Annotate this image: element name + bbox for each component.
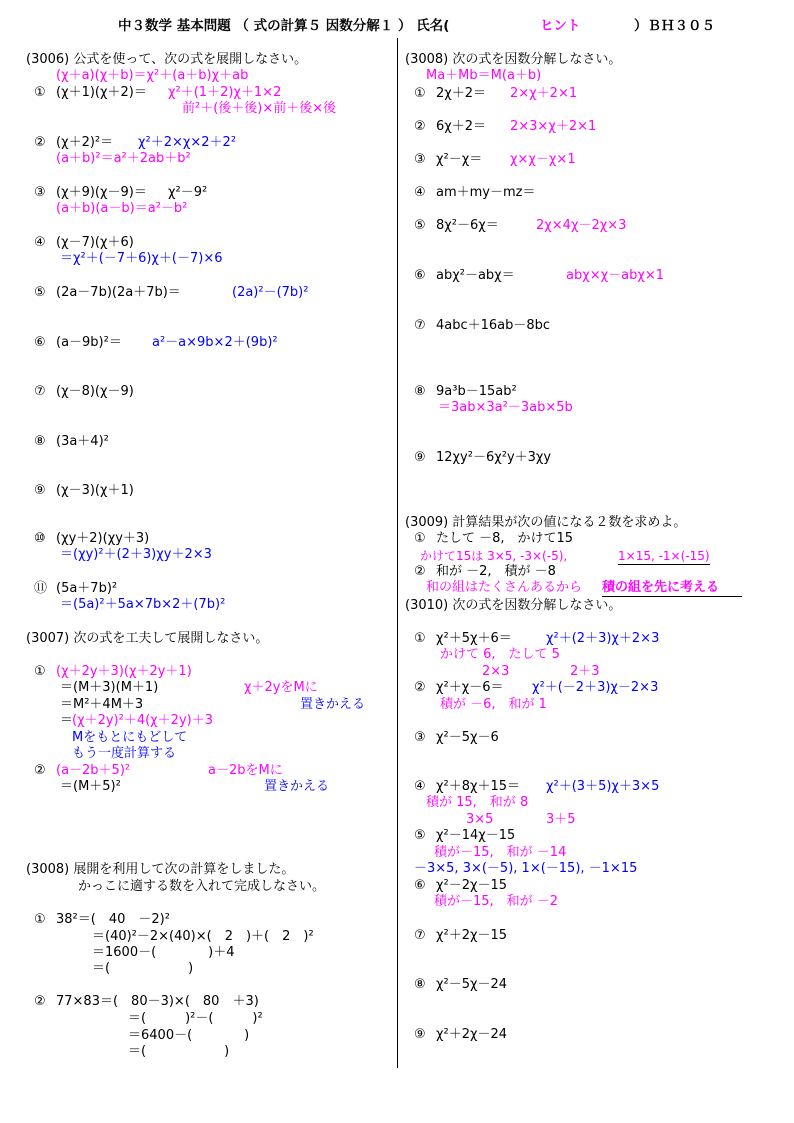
question: (χy＋2)(χy＋3) <box>56 531 150 546</box>
question: (χ＋2y＋3)(χ＋2y＋1) <box>56 664 192 679</box>
item-number: ⑨ <box>34 483 46 498</box>
item-number: ① <box>34 85 46 100</box>
item-number: ⑨ <box>414 450 426 465</box>
work-line: (χ＋2y)²＋4(χ＋2y)＋3 <box>72 713 213 728</box>
section-heading: (3007) 次の式を工夫して展開しなさい。 <box>26 631 269 646</box>
item-number: ⑩ <box>34 531 46 546</box>
question: (a－2b＋5)² <box>56 763 131 778</box>
answer-hint: a²－a×9b×2＋(9b)² <box>152 335 278 350</box>
item-number: ⑥ <box>414 878 426 893</box>
question: (χ－3)(χ＋1) <box>56 483 134 498</box>
item-number: ⑧ <box>414 384 426 399</box>
question: χ²－5χ－24 <box>436 977 508 992</box>
question: 9a³b－15ab² <box>436 384 517 399</box>
question: χ²＋8χ＋15＝ <box>436 779 521 794</box>
note-hint: a－2bをMに <box>208 763 283 778</box>
question: (χ＋1)(χ＋2)＝ <box>56 85 147 100</box>
hint-text: 和の組はたくさんあるから <box>426 580 583 595</box>
note-hint: 前²＋(後＋後)×前＋後×後 <box>182 101 337 116</box>
section-heading: (3006) 公式を使って、次の式を展開しなさい。 <box>26 52 308 67</box>
answer-hint: χ²＋(2＋3)χ＋2×3 <box>546 631 660 646</box>
item-number: ② <box>34 763 46 778</box>
item-number: ① <box>414 631 426 646</box>
answer-hint: 2χ×4χ－2χ×3 <box>536 218 627 233</box>
item-number: ① <box>34 912 46 927</box>
work-line: ＝( ) <box>92 961 194 976</box>
hint-text: かけて15は 3×5, -3×(-5), <box>420 549 572 563</box>
answer-hint: χ×χ－χ×1 <box>510 152 576 167</box>
answer-hint: (2a)²－(7b)² <box>232 285 309 300</box>
note-hint: もう一度計算する <box>72 746 177 761</box>
question: χ²－5χ－6 <box>436 730 499 745</box>
hint-text: 3＋5 <box>546 812 576 827</box>
item-number: ② <box>414 119 426 134</box>
answer-hint: χ²＋(3＋5)χ＋3×5 <box>546 779 660 794</box>
hint-text-underlined: 1×15, -1×(-15) <box>618 549 710 563</box>
item-number: ④ <box>414 185 426 200</box>
column-divider <box>397 38 398 1068</box>
question: (2a－7b)(2a＋7b)＝ <box>56 285 181 300</box>
hint-text: 積が 15, 和が 8 <box>426 795 529 810</box>
work-line: ＝(M＋5)² <box>60 779 121 794</box>
item-number: ① <box>414 86 426 101</box>
item-number: ② <box>414 680 426 695</box>
note-hint: (a＋b)²＝a²＋2ab＋b² <box>56 151 191 166</box>
question: 6χ＋2＝ <box>436 119 487 134</box>
note-hint: 置きかえる <box>264 779 330 794</box>
item-number: ① <box>414 531 426 546</box>
question: 8χ²－6χ＝ <box>436 218 499 233</box>
item-number: ⑧ <box>34 434 46 449</box>
hint-text: －3×5, 3×(－5), 1×(－15), －1×15 <box>414 861 638 876</box>
work-line: ＝ <box>60 713 74 728</box>
item-number: ② <box>414 564 426 579</box>
question: (χ＋2)²＝ <box>56 135 114 150</box>
item-number: ⑦ <box>34 384 46 399</box>
item-number: ③ <box>34 185 46 200</box>
note-hint: 置きかえる <box>300 697 366 712</box>
hint-label: ヒント <box>540 18 581 34</box>
answer-hint: χ²－9² <box>168 185 208 200</box>
answer-hint: ＝χ²＋(－7＋6)χ＋(－7)×6 <box>60 251 223 266</box>
item-number: ⑥ <box>34 335 46 350</box>
formula-hint: (χ＋a)(χ＋b)＝χ²＋(a＋b)χ＋ab <box>56 68 249 83</box>
note-hint: χ＋2yをMに <box>244 680 318 695</box>
item-number: ④ <box>34 235 46 250</box>
page-code: ）ＢＨ３０５ <box>634 18 715 34</box>
answer-hint: ＝(5a)²＋5a×7b×2＋(7b)² <box>60 597 226 612</box>
question: (χ－7)(χ＋6) <box>56 235 134 250</box>
answer-hint: ＝(χy)²＋(2＋3)χy＋2×3 <box>60 547 212 562</box>
question: (3a＋4)² <box>56 434 109 449</box>
item-number: ⑤ <box>414 828 426 843</box>
question: (χ－8)(χ－9) <box>56 384 134 399</box>
work-line: ＝( ) <box>128 1044 230 1059</box>
hint-text: 積が －6, 和が 1 <box>440 697 547 712</box>
item-number: ③ <box>414 152 426 167</box>
work-line: 38²＝( 40 －2)² <box>56 912 170 927</box>
formula-hint: Ma＋Mb＝M(a＋b) <box>426 68 542 83</box>
item-number: ② <box>34 994 46 1009</box>
item-number: ⑦ <box>414 928 426 943</box>
item-number: ① <box>34 664 46 679</box>
page-title: 中３数学 基本問題 （ 式の計算５ 因数分解１ ） 氏名( <box>118 18 450 34</box>
question: χ²＋2χ－15 <box>436 928 508 943</box>
hint-text: 3×5 <box>466 812 494 827</box>
hint-text-underlined: 積の組を先に考える <box>602 580 742 597</box>
question: abχ²－abχ＝ <box>436 268 515 283</box>
work-line: ＝1600－( )＋4 <box>92 945 235 960</box>
question: χ²＋2χ－24 <box>436 1027 508 1042</box>
item-number: ⑧ <box>414 977 426 992</box>
item-number: ⑤ <box>414 218 426 233</box>
answer-hint: χ²＋2×χ×2＋2² <box>138 135 237 150</box>
note-hint: Mをもとにもどして <box>72 730 188 745</box>
answer-hint: 2×χ＋2×1 <box>510 86 578 101</box>
question: (χ＋9)(χ－9)＝ <box>56 185 147 200</box>
item-number: ⑪ <box>34 581 48 596</box>
work-line: ＝(40)²－2×(40)×( 2 )＋( 2 )² <box>92 929 314 944</box>
answer-hint: 2×3×χ＋2×1 <box>510 119 597 134</box>
note-hint: (a＋b)(a－b)＝a²－b² <box>56 201 188 216</box>
item-number: ⑤ <box>34 285 46 300</box>
work-line: ＝(M＋3)(M＋1) <box>60 680 159 695</box>
question: (5a＋7b)² <box>56 581 118 596</box>
work-line: ＝6400－( ) <box>128 1028 250 1043</box>
question: (a－9b)²＝ <box>56 335 122 350</box>
answer-hint: χ²＋(－2＋3)χ－2×3 <box>532 680 659 695</box>
question: am＋my－mz＝ <box>436 185 536 200</box>
question: χ²＋χ－6＝ <box>436 680 504 695</box>
section-heading: (3008) 展開を利用して次の計算をしました。 <box>26 862 295 877</box>
work-line: ＝( )²－( )² <box>128 1011 263 1026</box>
item-number: ② <box>34 135 46 150</box>
question: χ²－2χ－15 <box>436 878 508 893</box>
question: χ²－14χ－15 <box>436 828 516 843</box>
question: χ²－χ＝ <box>436 152 483 167</box>
section-heading-2: かっこに適する数を入れて完成しなさい。 <box>78 879 326 894</box>
question: たして －8, かけて15 <box>436 531 574 546</box>
hint-text: 2×3 <box>482 664 510 679</box>
section-heading: (3009) 計算結果が次の値になる２数を求めよ。 <box>405 515 687 530</box>
item-number: ⑦ <box>414 318 426 333</box>
hint-text: 積が－15, 和が －2 <box>434 894 559 909</box>
answer-hint: abχ×χ－abχ×1 <box>566 268 665 283</box>
hint-text: 積が－15, 和が －14 <box>434 845 567 860</box>
question: 和が －2, 積が －8 <box>436 564 556 579</box>
hint-text: かけて 6, たして 5 <box>440 647 560 662</box>
work-line: 77×83＝( 80－3)×( 80 ＋3) <box>56 994 259 1009</box>
item-number: ④ <box>414 779 426 794</box>
answer-hint: χ²＋(1＋2)χ＋1×2 <box>168 85 282 100</box>
answer-hint: ＝3ab×3a²－3ab×5b <box>438 400 573 415</box>
question: 2χ＋2＝ <box>436 86 487 101</box>
item-number: ⑨ <box>414 1027 426 1042</box>
section-heading: (3010) 次の式を因数分解しなさい。 <box>405 598 622 613</box>
item-number: ③ <box>414 730 426 745</box>
question: χ²＋5χ＋6＝ <box>436 631 512 646</box>
question: 4abc＋16ab－8bc <box>436 318 551 333</box>
question: 12χy²－6χ²y＋3χy <box>436 450 552 465</box>
item-number: ⑥ <box>414 268 426 283</box>
hint-text: 2＋3 <box>570 664 600 679</box>
work-line: ＝M²＋4M＋3 <box>60 697 144 712</box>
section-heading: (3008) 次の式を因数分解しなさい。 <box>405 52 622 67</box>
